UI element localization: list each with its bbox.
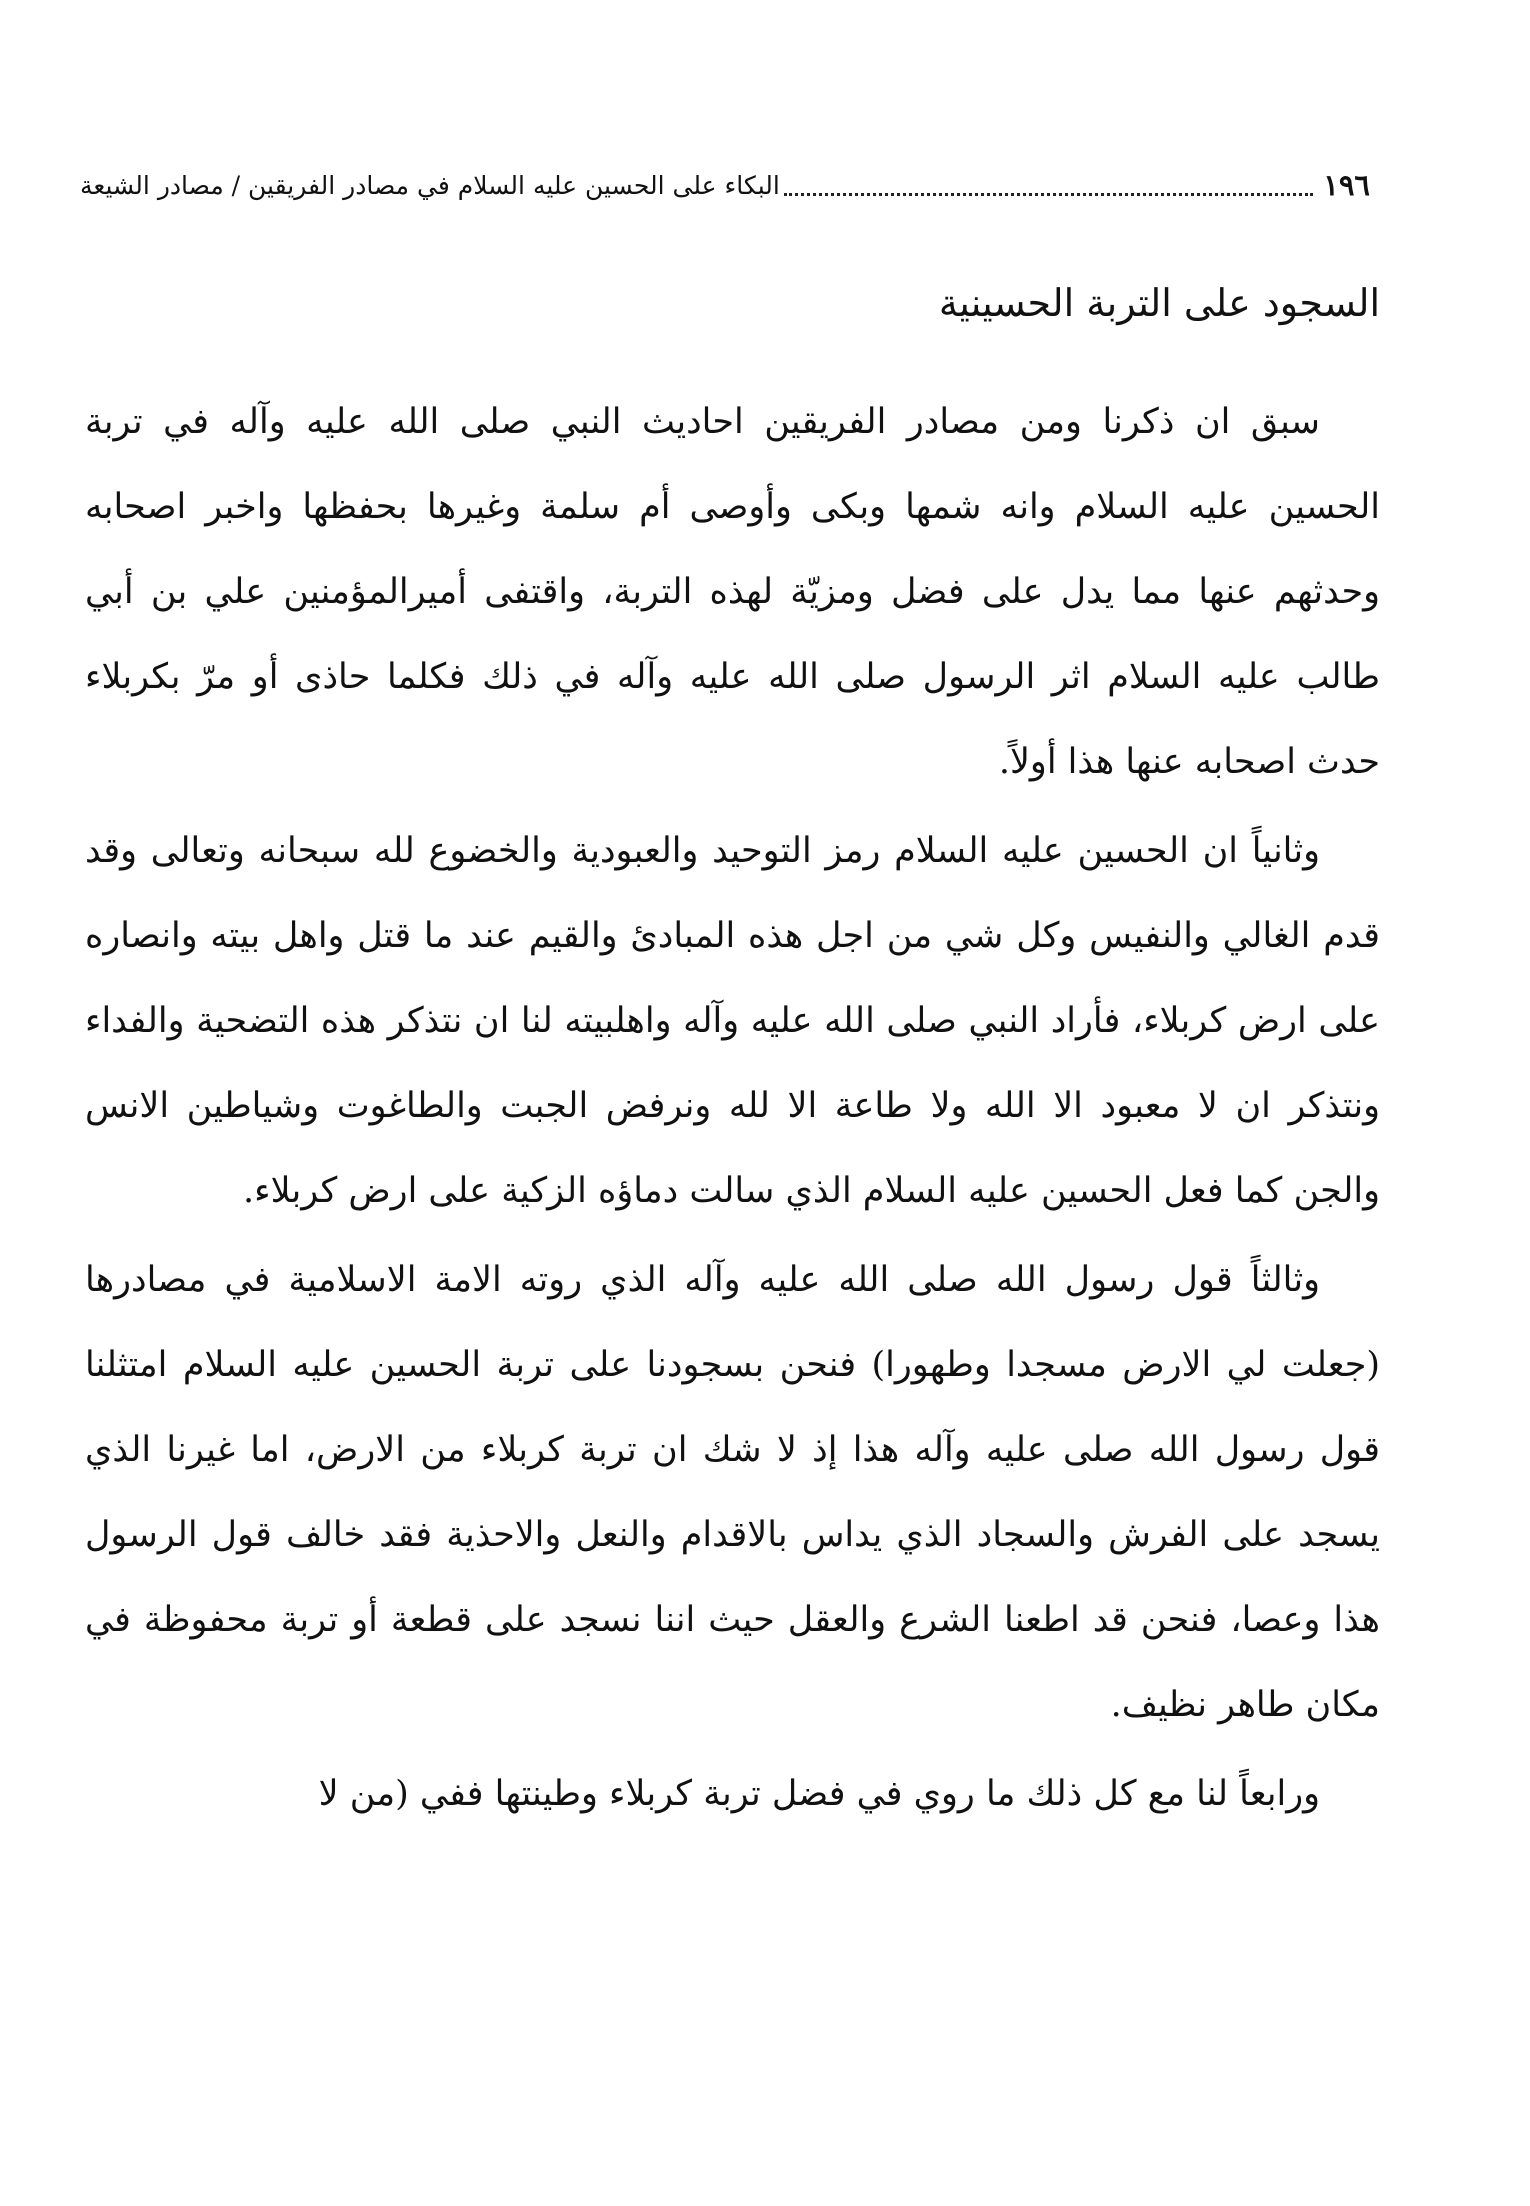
paragraph-4: ورابعاً لنا مع كل ذلك ما روي في فضل تربة كربلاء وطينتها ففي (من لا [318, 1774, 1320, 1814]
section-title: السجود على التربة الحسينية [938, 281, 1380, 325]
dotted-leader [784, 175, 1313, 196]
paragraph-3: وثالثاً قول رسول الله صلى الله عليه وآله الذي روته الامة الاسلامية في مصادرها (جعلت لي الارض مسجدا وطهورا) فنحن بسجودنا على تربة الحسين عليه السلام امتثلنا قول رسول الله صلى عليه وآله هذا إذ لا شك ان تربة كربلاء من الارض، اما غيرنا الذي يسجد على الفرش والسجاد الذي يداس بالاقدام والنعل والاحذية فقد خالف قول الرسول هذا وعصا، فنحن قد اطعنا الشرع والعقل حيث اننا نسجد على قطعة أو تربة محفوظة في مكان طاهر نظيف. [85, 1260, 1380, 1725]
running-header-title: البكاء على الحسين عليه السلام في مصادر الفريقين / مصادر الشيعة [80, 170, 780, 200]
running-header [80, 160, 1370, 210]
paragraph-1: سبق ان ذكرنا ومن مصادر الفريقين احاديث النبي صلى الله عليه وآله في تربة الحسين عليه السلام وانه شمها وبكى وأوصى أم سلمة وغيرها بحفظها واخبر اصحابه وحدثهم عنها مما يدل على فضل ومزيّة لهذه التربة، واقتفى أميرالمؤمنين علي بن أبي طالب عليه السلام اثر الرسول صلى الله عليه وآله في ذلك فكلما حاذى أو مرّ بكربلاء حدث اصحابه عنها هذا أولاً. [85, 402, 1380, 782]
page-body [85, 268, 1380, 1841]
page-number: ١٩٦ [1323, 168, 1370, 202]
paragraph-2: وثانياً ان الحسين عليه السلام رمز التوحيد والعبودية والخضوع لله سبحانه وتعالى وقد قدم الغالي والنفيس وكل شي من اجل هذه المبادئ والقيم عند ما قتل واهل بيته وانصاره على ارض كربلاء، فأراد النبي صلى الله عليه وآله واهلبيته لنا ان نتذكر هذه التضحية والفداء ونتذكر ان لا معبود الا الله ولا طاعة الا لله ونرفض الجبت والطاغوت وشياطين الانس والجن كما فعل الحسين عليه السلام الذي سالت دماؤه الزكية على ارض كربلاء. [85, 831, 1380, 1211]
